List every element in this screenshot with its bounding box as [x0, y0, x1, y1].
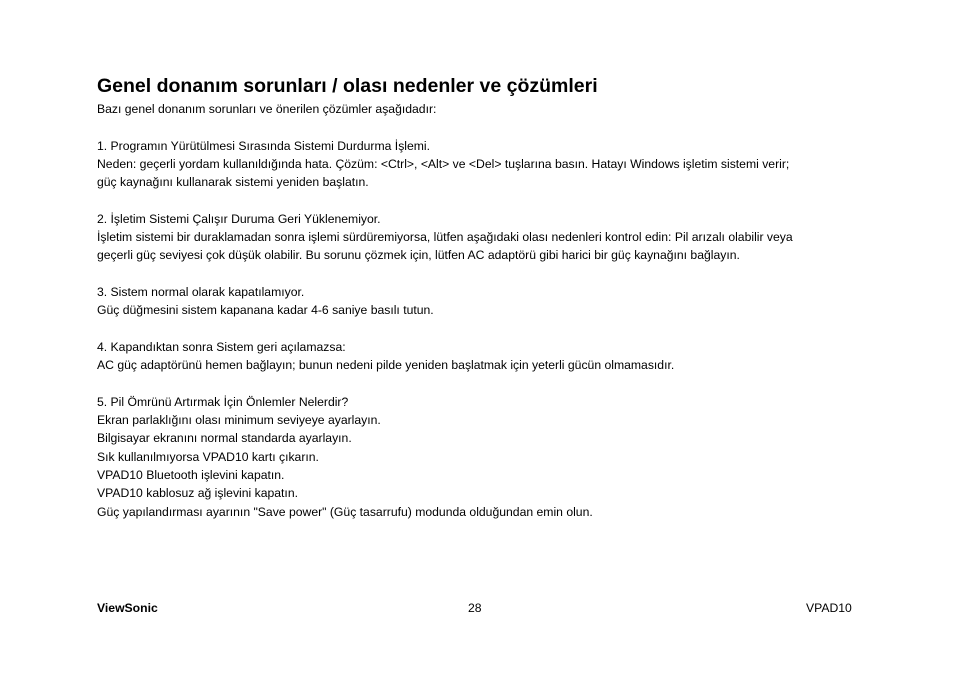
page-title: Genel donanım sorunları / olası nedenler ve çözümleri [97, 75, 598, 97]
section-5-heading: 5. Pil Ömrünü Artırmak İçin Önlemler Nelerdir? [97, 394, 349, 409]
section-1-line: Neden: geçerli yordam kullanıldığında hata. Çözüm: <Ctrl>, <Alt> ve <Del> tuşlarına basın. Hatayı Windows işletim sistemi verir; [97, 156, 790, 171]
paragraph-gap [97, 320, 867, 338]
section-5-line: Ekran parlaklığını olası minimum seviyeye ayarlayın. [97, 413, 381, 428]
section-5-line: Bilgisayar ekranını normal standarda ayarlayın. [97, 431, 352, 446]
section-3-heading: 3. Sistem normal olarak kapatılamıyor. [97, 284, 305, 299]
document-body [97, 100, 867, 521]
paragraph-gap [97, 191, 867, 209]
section-2-line: İşletim sistemi bir duraklamadan sonra işlemi sürdüremiyorsa, lütfen aşağıdaki olası nedenleri kontrol edin: Pil arızalı olabilir veya [97, 230, 793, 245]
section-4-line: AC güç adaptörünü hemen bağlayın; bunun nedeni pilde yeniden başlatmak için yeterli gücün olmamasıdır. [97, 358, 675, 373]
section-1-line: güç kaynağını kullanarak sistemi yeniden başlatın. [97, 175, 369, 190]
section-2-heading: 2. İşletim Sistemi Çalışır Duruma Geri Yüklenemiyor. [97, 211, 381, 226]
section-1-heading: 1. Programın Yürütülmesi Sırasında Sistemi Durdurma İşlemi. [97, 138, 431, 153]
paragraph-gap [97, 265, 867, 283]
footer-page-number: 28 [468, 601, 482, 615]
section-5-line: VPAD10 Bluetooth işlevini kapatın. [97, 467, 285, 482]
section-2-line: geçerli güç seviyesi çok düşük olabilir. Bu sorunu çözmek için, lütfen AC adaptörü gibi harici bir güç kaynağını bağlayın. [97, 248, 740, 263]
section-3-line: Güç düğmesini sistem kapanana kadar 4-6 saniye basılı tutun. [97, 303, 434, 318]
footer-brand: ViewSonic [97, 601, 158, 615]
section-5-line: Güç yapılandırması ayarının "Save power" (Güç tasarrufu) modunda olduğundan emin olun. [97, 504, 593, 519]
footer-model: VPAD10 [806, 601, 852, 615]
section-5-line: VPAD10 kablosuz ağ işlevini kapatın. [97, 486, 298, 501]
section-4-heading: 4. Kapandıktan sonra Sistem geri açılamazsa: [97, 339, 346, 354]
intro-text: Bazı genel donanım sorunları ve önerilen çözümler aşağıdadır: [97, 102, 437, 116]
section-5-line: Sık kullanılmıyorsa VPAD10 kartı çıkarın. [97, 449, 319, 464]
paragraph-gap [97, 118, 867, 136]
paragraph-gap [97, 374, 867, 392]
